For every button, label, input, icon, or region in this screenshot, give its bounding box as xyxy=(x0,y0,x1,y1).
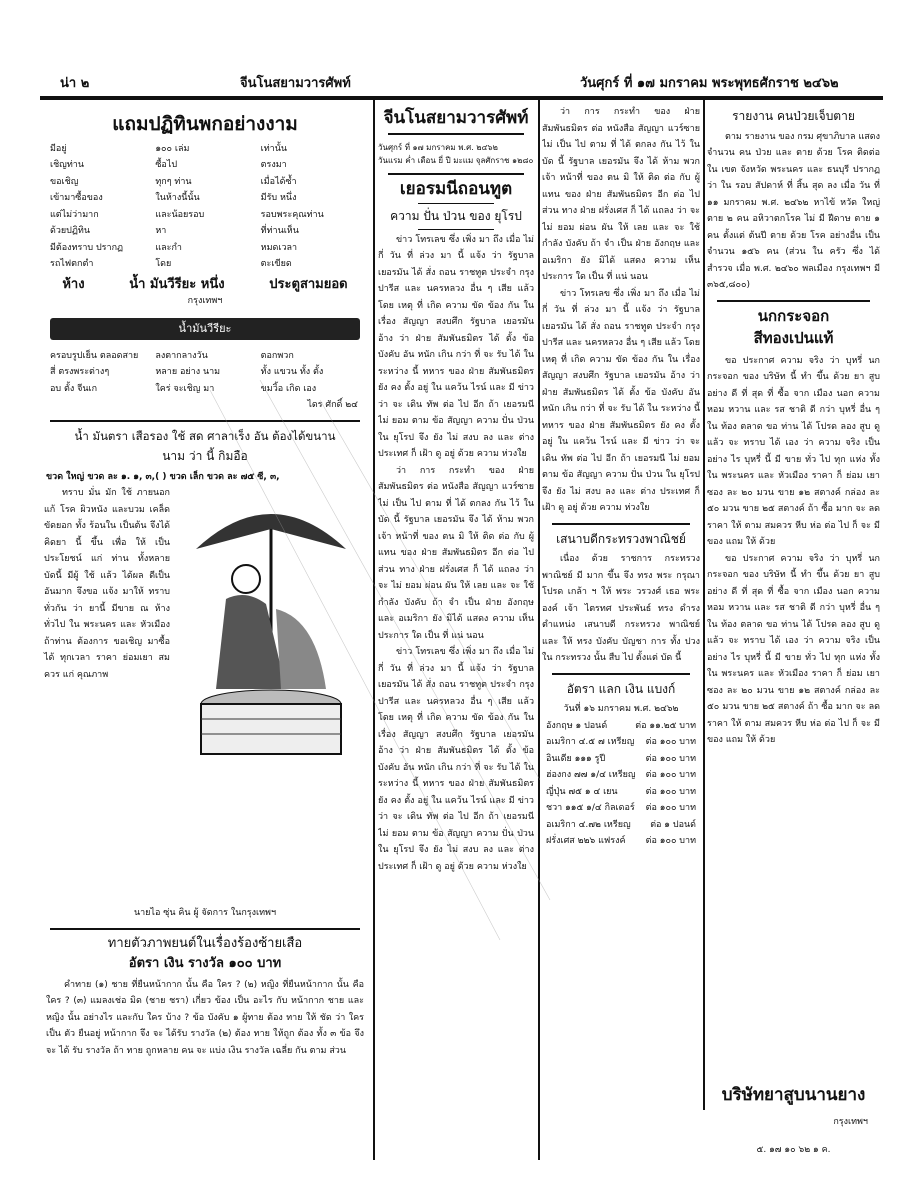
divider xyxy=(388,173,524,175)
article-body: ข่าว โทรเลข ซึ่ง เพิ่ง มา ถึง เมื่อ ไม่ กี่ วัน ที่ ล่วง มา นี้ แจ้ง ว่า รัฐบาล เยอรมัน ได้ สั่ง ถอน ราชทูต ประจำ กรุง ปารีส และ นครหลวง อื่น ๆ เสีย แล้ว โดย เหตุ ที่ เกิด ความ ขัด ข้อง กัน ใน เรื่อง สัญญา สงบศึก รัฐบาล เยอรมัน อ้าง ว่า ฝ่าย สัมพันธมิตร ได้ ตั้ง ข้อ บังคับ อัน หนัก เกิน กว่า ที่ จะ รับ ได้ ใน ระหว่าง นี้ ทหาร ของ ฝ่าย สัมพันธมิตร ยัง คง ตั้ง อยู่ ใน แคว้น ไรน์ และ มี ข่าว ว่า จะ เดิน ทัพ ต่อ ไป อีก ถ้า เยอรมนี ไม่ ยอม ตาม ข้อ สัญญา ความ ปั่น ป่วน ใน ยุโรป จึง ยัง ไม่ สงบ ลง และ ต่าง ประเทศ ก็ เฝ้า ดู อยู่ ด้วย ความ ห่วงใย xyxy=(378,234,534,459)
rates-date: วันที่ ๑๖ มกราคม พ.ศ. ๒๔๖๒ xyxy=(563,704,679,714)
company-block xyxy=(707,1075,880,1156)
rate-row xyxy=(542,734,700,751)
rate-row xyxy=(542,784,700,801)
divider xyxy=(717,300,870,302)
ad-grid-cell: รถไฟตกตำ xyxy=(50,259,94,269)
ad-grid-cell: เชิญท่าน xyxy=(50,160,84,170)
ad-title-1: นกกระจอก xyxy=(757,306,830,325)
decorative-banner: น้ำมันวีรียะ xyxy=(50,318,360,340)
left-column xyxy=(40,104,370,1160)
currency: ชวา ๑๑๕ ๑/๔ กิลเดอร์ xyxy=(546,803,635,813)
ad-city: กรุงเทพฯ xyxy=(187,296,223,306)
ad-grid-cell: และน้อยรอบ xyxy=(155,209,205,220)
exchange-rates xyxy=(542,718,700,850)
rate-value: ต่อ ๑๑.๒๕ บาท xyxy=(635,720,696,731)
rate-row xyxy=(542,767,700,784)
article-headline: เยอรมนีถอนทูต xyxy=(399,178,513,199)
column-divider xyxy=(373,100,375,1160)
article-body-cont: ว่า การ กระทำ ของ ฝ่าย สัมพันธมิตร ต่อ หนังสือ สัญญา แวร์ซาย ไม่ เป็น ไป ตาม ที่ ได้ ตกลง กัน ไว้ ใน บัด นี้ รัฐบาล เยอรมัน จึง ได้ ห้าม พวก เจ้า หน้าที่ ของ ตน มิ ให้ ติด ต่อ กับ ผู้ แทน ของ ฝ่าย สัมพันธมิตร อีก ต่อ ไป ส่วน ทาง ฝ่าย ฝรั่งเศส ก็ ได้ แถลง ว่า จะ ไม่ ยอม ผ่อน ผัน ให้ เลย และ จะ ใช้ กำลัง บังคับ ถ้า จำ เป็น ฝ่าย อังกฤษ และ อเมริกา ยัง มิได้ แสดง ความ เห็น ประการ ใด เป็น ที่ แน่ นอน xyxy=(378,465,534,641)
currency: อเมริกา ๔.๗๒ เหรียญ xyxy=(546,819,631,830)
date-line: วันศุกร์ ที่ ๑๗ มกราคม พระพุทธศักราช ๒๔๖๒ xyxy=(580,76,839,91)
rates-title: อัตรา แลก เงิน แบงก์ xyxy=(566,681,676,696)
ad-signature xyxy=(40,277,370,294)
rate-row xyxy=(542,718,700,735)
ad-grid-cell: ตรงมา xyxy=(260,160,287,170)
header-rule xyxy=(40,96,883,100)
ad-grid-cell: ทุกๆ ท่าน xyxy=(155,176,192,187)
rate-value: ต่อ ๑๐๐ บาท xyxy=(645,786,696,797)
company-name: บริษัทยาสูบนานยาง xyxy=(721,1085,866,1105)
oil-subhead: นาม ว่า นี้ กิมอือ xyxy=(162,449,248,463)
list-item: ลงตากลางวัน xyxy=(155,350,208,361)
rate-value: ต่อ ๑๐๐ บาท xyxy=(645,737,696,747)
date-gregorian: วันศุกร์ ที่ ๑๗ มกราคม พ.ศ. ๒๔๖๒ xyxy=(378,142,498,152)
rate-row xyxy=(542,833,700,850)
column-divider xyxy=(538,100,540,1160)
currency: อเมริกา ๔.๕ ๗ เหรียญ xyxy=(546,737,635,747)
currency: ฝรั่งเศส ๒๒๖ แฟรงค์ xyxy=(546,836,626,846)
currency: อังกฤษ ๑ ปอนด์ xyxy=(546,720,608,731)
price-line: ขวด ใหญ่ ขวด ละ ๑. ๑, ๓,( ) ขวด เล็ก ขวด ละ ๗๕ ซี, ๓, xyxy=(46,471,280,482)
sign-part: น้ำ มันวีรียะ หนึ่ง xyxy=(129,276,225,292)
oil-body: ทราบ มั่น มัก ใช้ ภายนอกแก้ โรค ผิวหนัง และบวม เคล็ด ขัดยอก ทั้ง ร้อนใน เป็นต้น จึงได้ คิดยา นี้ ขึ้น เพื่อ ให้ เป็น ประโยชน์ แก่ ท่าน ทั้งหลาย บัดนี้ มีผู้ ใช้ แล้ว ได้ผล ดีเป็น อันมาก จึงขอ แจ้ง มาให้ ทราบ ทั่วกัน ว่า ยานี้ มีขาย ณ ห้าง ทั่วไป ใน พระนคร และ หัวเมือง ถ้าท่าน ต้องการ ขอเชิญ มาซื้อ ได้ ทุกเวลา ราคา ย่อมเยา สม ควร แก่ คุณภาพ xyxy=(44,488,170,680)
ad-grid-cell: ในห้างนี้นั้น xyxy=(155,193,200,203)
contest-body: คำทาย (๑) ชาย ที่ยืนหน้ากาก นั้น คือ ใคร ? (๒) หญิง ที่ยืนหน้ากาก นั้น คือ ใคร ? (๓) แมลงเช่อ มิด (ชาย ชรา) เกี่ยว ข้อง เป็น อะไร กับ หน้ากาก ชาย และ หญิง นั้น อย่างไร และกับ ใคร บ้าง ? ข้อ บังคับ ๑ ผู้ทาย ต้อง ทาย ให้ ชัด ว่า ใคร เป็น ตัว ยืนอยู่ หน้ากาก จึง จะ ได้รับ รางวัล (๒) ต้อง ทาย ให้ถูก ต้อง ทั้ง ๓ ข้อ จึง จะ ได้ รับ รางวัล ถ้า ทาย ถูกหลาย คน จะ แบ่ง เงิน รางวัล เฉลี่ย กัน ตาม ส่วน xyxy=(46,979,364,1056)
list-item: อบ ตั้ง จีนเก xyxy=(50,383,98,394)
column-3 xyxy=(542,104,700,1160)
list-item: ขมวิ้อ เกิด เอง xyxy=(260,383,317,394)
list-item: ครอบรูปเย็น ตลอดสาย xyxy=(50,350,139,361)
ad-title: แถมปฏิทินพกอย่างงาม xyxy=(112,113,298,135)
list-signature: ไดร ศักดิ์ ๒๔ xyxy=(307,400,358,410)
masthead-date xyxy=(378,141,534,167)
divider xyxy=(388,133,524,135)
rate-value: ต่อ ๑๐๐ บาท xyxy=(645,753,696,764)
page-number: น่า ๒ xyxy=(60,76,90,91)
ad-grid-cell: เข้ามาซื้อของ xyxy=(50,193,103,203)
ad-grid-cell: มีรับ หนึ่ง xyxy=(260,193,297,203)
rate-value: ต่อ ๑๐๐ บาท xyxy=(645,803,696,813)
divider xyxy=(50,420,360,422)
paper-name: จีนโนสยามวารศัพท์ xyxy=(240,76,351,91)
divider xyxy=(418,229,494,230)
rate-row xyxy=(542,751,700,768)
article-continuation: ว่า การ กระทำ ของ ฝ่าย สัมพันธมิตร ต่อ หนังสือ สัญญา แวร์ซาย ไม่ เป็น ไป ตาม ที่ ได้ ตกลง กัน ไว้ ใน บัด นี้ รัฐบาล เยอรมัน จึง ได้ ห้าม พวก เจ้า หน้าที่ ของ ตน มิ ให้ ติด ต่อ กับ ผู้ แทน ของ ฝ่าย สัมพันธมิตร อีก ต่อ ไป ส่วน ทาง ฝ่าย ฝรั่งเศส ก็ ได้ แถลง ว่า จะ ไม่ ยอม ผ่อน ผัน ให้ เลย และ จะ ใช้ กำลัง บังคับ ถ้า จำ เป็น ฝ่าย อังกฤษ และ อเมริกา ยัง มิได้ แสดง ความ เห็น ประการ ใด เป็น ที่ แน่ นอน xyxy=(542,107,700,282)
list-item: ใคร่ จะเชิญ มา xyxy=(155,383,215,394)
illustration-woman-with-parasol xyxy=(176,489,366,769)
oil-headline: น้ำ มันตรา เสือรอง ใช้ สด ศาลาเร็ง อัน ต้องได้ขนาน xyxy=(74,428,336,443)
ad-grid-cell: ขอเชิญ xyxy=(50,176,79,187)
ad-grid-cell: และกำ xyxy=(155,242,182,253)
ad-body-cont: ขอ ประกาศ ความ จริง ว่า บุหรี่ นกกระจอก ของ บริษัท นี้ ทำ ขึ้น ด้วย ยา สูบ อย่าง ดี ที่ สุด ที่ ซื้อ จาก เมือง นอก ความ หอม หวาน และ รส ชาติ ดี กว่า บุหรี่ อื่น ๆ ใน ท้อง ตลาด ขอ ท่าน ได้ โปรด ลอง สูบ ดู แล้ว จะ ทราบ ได้ เอง ว่า ความ จริง เป็น อย่าง ไร บุหรี่ นี้ มี ขาย ทั่ว ไป ทุก แห่ง ทั้ง ใน พระนคร และ หัวเมือง ราคา ก็ ย่อม เยา ซอง ละ ๒๐ มวน ขาย ๑๒ สตางค์ กล่อง ละ ๕๐ มวน ขาย ๒๕ สตางค์ ถ้า ซื้อ มาก จะ ลด ราคา ให้ ตาม สมควร หีบ ห่อ ต่อ ไป ก็ จะ มี ของ แถม ให้ ด้วย xyxy=(707,553,880,745)
ad-grid-cell: ด้วยปฏิทิน xyxy=(50,226,91,236)
divider xyxy=(552,673,690,675)
date-lunar: วันแรม ค่ำ เดือน ยี่ ปี มะแม จุลศักราช ๑๒๘๐ xyxy=(378,155,534,165)
report-body: ตาม รายงาน ของ กรม ศุขาภิบาล แสดง จำนวน คน ป่วย และ ตาย ด้วย โรค ติดต่อ ใน เขต จังหวัด พระนคร และ ธนบุรี ปรากฏ ว่า ใน รอบ สัปดาห์ ที่ สิ้น สุด ลง เมื่อ วัน ที่ ๑๑ มกราคม พ.ศ. ๒๔๖๒ หาไข้ หวัด ใหญ่ ตาย ๒ คน อหิวาตกโรค ไม่ มี ฝีดาษ ตาย ๑ คน ตั้งแต่ ต้นปี ตาย ด้วย โรค อย่างอื่น เป็น จำนวน ๑๕๖ คน (ส่วน ใน ครัว ซึ่ง ได้ สำรวจ เมื่อ พ.ศ. ๒๔๖๐ พลเมือง กรุงเทพฯ มี ๓๖๕,๘๐๐) xyxy=(707,131,880,290)
divider xyxy=(50,928,360,930)
divider xyxy=(418,203,494,204)
ad-grid-cell: หา xyxy=(155,226,167,236)
ad-code: ๕. ๑๗ ๑๐ ๖๒ ๑ ค. xyxy=(756,1145,831,1155)
ad-grid-cell: เท่านั้น xyxy=(260,143,288,154)
rate-value: ต่อ ๑๐๐ บาท xyxy=(645,836,696,846)
rate-row xyxy=(542,800,700,817)
column-2 xyxy=(378,104,534,1160)
rate-value: ต่อ ๑๐๐ บาท xyxy=(645,770,696,780)
manager-line: นายไอ ซุ่น คิน ผู้ จัดการ ในกรุงเทพฯ xyxy=(133,908,277,918)
article-body-cont: ข่าว โทรเลข ซึ่ง เพิ่ง มา ถึง เมื่อ ไม่ กี่ วัน ที่ ล่วง มา นี้ แจ้ง ว่า รัฐบาล เยอรมัน ได้ สั่ง ถอน ราชทูต ประจำ กรุง ปารีส และ นครหลวง อื่น ๆ เสีย แล้ว โดย เหตุ ที่ เกิด ความ ขัด ข้อง กัน ใน เรื่อง สัญญา สงบศึก รัฐบาล เยอรมัน อ้าง ว่า ฝ่าย สัมพันธมิตร ได้ ตั้ง ข้อ บังคับ อัน หนัก เกิน กว่า ที่ จะ รับ ได้ ใน ระหว่าง นี้ ทหาร ของ ฝ่าย สัมพันธมิตร ยัง คง ตั้ง อยู่ ใน แคว้น ไรน์ และ มี ข่าว ว่า จะ เดิน ทัพ ต่อ ไป อีก ถ้า เยอรมนี ไม่ ยอม ตาม ข้อ สัญญา ความ ปั่น ป่วน ใน ยุโรป จึง ยัง ไม่ สงบ ลง และ ต่าง ประเทศ ก็ เฝ้า ดู อยู่ ด้วย ความ ห่วงใย xyxy=(378,647,534,872)
currency: ฮ่องกง ๗๗ ๑/๔ เหรียญ xyxy=(546,770,636,780)
list-item: ทั้ง แขวน ทั้ง ตั้ง xyxy=(260,367,324,377)
list-item: ตอกพวก xyxy=(260,350,294,361)
ad-grid-cell: มีอยู่ xyxy=(50,143,67,154)
ad-title-2: สีทองเปนแท้ xyxy=(753,329,834,347)
currency: ญี่ปุ่น ๗๕ ๑ ๔ เยน xyxy=(546,786,618,797)
ad-grid-cell: หมดเวลา xyxy=(260,242,298,253)
rate-value: ต่อ ๑ ปอนด์ xyxy=(650,819,696,830)
sign-part: ห้าง xyxy=(62,276,85,292)
ad-grid xyxy=(40,141,370,273)
contest-prize: อัตรา เงิน รางวัล ๑๐๐ บาท xyxy=(128,956,282,971)
ad-grid-cell: ตะเขียด xyxy=(260,259,292,269)
list-item: หลาย อย่าง นาม xyxy=(155,367,221,377)
ad-grid-cell: ที่ท่านเห็น xyxy=(260,226,299,236)
ad-body: ขอ ประกาศ ความ จริง ว่า บุหรี่ นกกระจอก ของ บริษัท นี้ ทำ ขึ้น ด้วย ยา สูบ อย่าง ดี ที่ สุด ที่ ซื้อ จาก เมือง นอก ความ หอม หวาน และ รส ชาติ ดี กว่า บุหรี่ อื่น ๆ ใน ท้อง ตลาด ขอ ท่าน ได้ โปรด ลอง สูบ ดู แล้ว จะ ทราบ ได้ เอง ว่า ความ จริง เป็น อย่าง ไร บุหรี่ นี้ มี ขาย ทั่ว ไป ทุก แห่ง ทั้ง ใน พระนคร และ หัวเมือง ราคา ก็ ย่อม เยา ซอง ละ ๒๐ มวน ขาย ๑๒ สตางค์ กล่อง ละ ๕๐ มวน ขาย ๒๕ สตางค์ ถ้า ซื้อ มาก จะ ลด ราคา ให้ ตาม สมควร หีบ ห่อ ต่อ ไป ก็ จะ มี ของ แถม ให้ ด้วย xyxy=(707,355,880,547)
rate-row xyxy=(542,817,700,834)
ad-grid-cell: ซื้อไป xyxy=(155,160,178,170)
ad-grid-cell: เมื่อได้ซ้ำ xyxy=(260,176,297,187)
ad-grid-cell: โดย xyxy=(155,259,172,269)
currency: อินเดีย ๑๑๑ รูปี xyxy=(546,753,606,764)
product-list xyxy=(40,348,370,398)
list-item: สี่ ตรงพระต่างๆ xyxy=(50,367,110,377)
masthead: จีนโนสยามวารศัพท์ xyxy=(383,108,529,128)
section-body: เนื่อง ด้วย ราชการ กระทรวง พาณิชย์ มี มาก ขึ้น จึง ทรง พระ กรุณา โปรด เกล้า ฯ ให้ พระ วรวงศ์ เธอ พระ องค์ เจ้า ไตรทศ ประพันธ์ ทรง ดำรง ตำแหน่ง เสนาบดี กระทรวง พาณิชย์ และ ให้ ทรง บังคับ บัญชา การ ทั้ง ปวง ใน กระทรวง นั้น สืบ ไป ตั้งแต่ บัด นี้ xyxy=(542,554,700,663)
section-title: เสนาบดีกระทรวงพาณิชย์ xyxy=(556,531,686,546)
ad-grid-cell: ๑๐๐ เล่ม xyxy=(155,143,190,154)
contest-title: ทายตัวภาพยนต์ในเรื่องร้องซ้ายเสือ xyxy=(107,935,303,951)
ad-grid-cell: รอบพระคุณท่าน xyxy=(260,209,324,220)
divider xyxy=(552,523,690,525)
column-divider xyxy=(703,100,705,1110)
page-header xyxy=(40,72,881,94)
ad-grid-cell: มีต้องทราบ ปรากฏ xyxy=(50,242,124,253)
column-4 xyxy=(707,104,880,1160)
article-subhead: ความ ปั่น ป่วน ของ ยุโรป xyxy=(390,209,522,223)
sign-part: ประตูสามยอด xyxy=(269,276,348,292)
ad-grid-cell: แต่ไม่ว่ามาก xyxy=(50,209,99,220)
report-title: รายงาน คนป่วยเจ็บตาย xyxy=(732,109,855,123)
company-city: กรุงเทพฯ xyxy=(833,1117,868,1127)
article-continuation: ข่าว โทรเลข ซึ่ง เพิ่ง มา ถึง เมื่อ ไม่ กี่ วัน ที่ ล่วง มา นี้ แจ้ง ว่า รัฐบาล เยอรมัน ได้ สั่ง ถอน ราชทูต ประจำ กรุง ปารีส และ นครหลวง อื่น ๆ เสีย แล้ว โดย เหตุ ที่ เกิด ความ ขัด ข้อง กัน ใน เรื่อง สัญญา สงบศึก รัฐบาล เยอรมัน อ้าง ว่า ฝ่าย สัมพันธมิตร ได้ ตั้ง ข้อ บังคับ อัน หนัก เกิน กว่า ที่ จะ รับ ได้ ใน ระหว่าง นี้ ทหาร ของ ฝ่าย สัมพันธมิตร ยัง คง ตั้ง อยู่ ใน แคว้น ไรน์ และ มี ข่าว ว่า จะ เดิน ทัพ ต่อ ไป อีก ถ้า เยอรมนี ไม่ ยอม ตาม ข้อ สัญญา ความ ปั่น ป่วน ใน ยุโรป จึง ยัง ไม่ สงบ ลง และ ต่าง ประเทศ ก็ เฝ้า ดู อยู่ ด้วย ความ ห่วงใย xyxy=(542,288,700,513)
